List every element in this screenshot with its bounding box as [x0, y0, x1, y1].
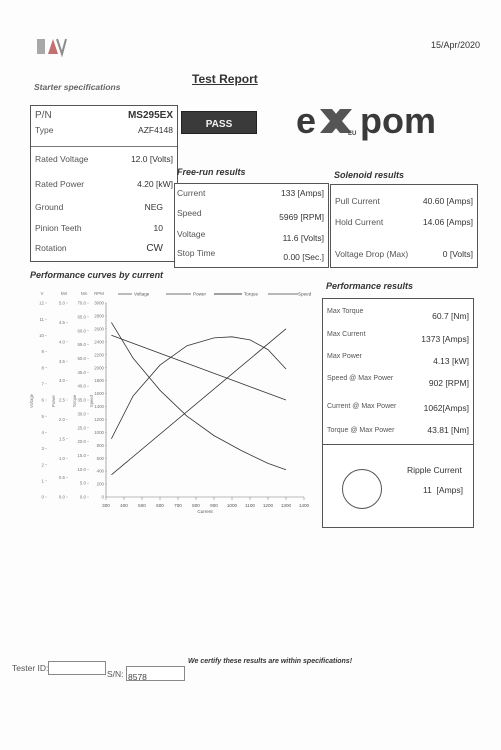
torque-tick-label: 40.0: [77, 383, 86, 389]
axis-name-torque: Torque: [72, 394, 77, 408]
speed-tick-label: 800: [96, 442, 104, 448]
x-tick-label: 700: [174, 503, 182, 508]
speed-tick-label: 0: [101, 494, 104, 500]
free-current-value: 133 [Amps]: [281, 188, 324, 198]
speed-tick-label: 1600: [94, 391, 104, 397]
solenoid-title: Solenoid results: [334, 170, 405, 180]
voltage-tick-label: 1: [41, 478, 44, 484]
torque-tick-label: 0.0: [79, 494, 86, 500]
stop-time-label: Stop Time: [177, 248, 216, 258]
power-tick-label: 3.0: [58, 378, 65, 384]
axis-name-voltage: Voltage: [29, 394, 34, 408]
solenoid-box: [330, 184, 478, 268]
free-speed-label: Speed: [177, 208, 202, 218]
svg-text:e: e: [296, 100, 317, 141]
pn-value: MS295EX: [127, 110, 173, 121]
voltage-tick-label: 6: [41, 397, 44, 403]
x-tick-label: 300: [102, 503, 110, 508]
legend-label-voltage: Voltage: [134, 291, 150, 297]
torque-tick-label: 60.0: [77, 328, 86, 334]
speed-at-max-power-value: 902 [RPM]: [428, 378, 469, 388]
legend-label-speed: Speed: [298, 291, 312, 297]
pass-badge: [181, 111, 257, 134]
free-run-title: Free-run results: [177, 167, 246, 177]
pull-current-label: Pull Current: [335, 196, 380, 206]
x-tick-label: 1400: [298, 503, 310, 508]
ripple-circle-indicator: [342, 469, 382, 509]
hold-current-value: 14.06 [Amps]: [422, 217, 473, 227]
voltage-tick-label: 4: [41, 429, 44, 435]
torque-tick-label: 20.0: [77, 439, 86, 445]
x-tick-label: 1300: [280, 503, 292, 508]
tester-id-label: Tester ID:: [12, 663, 49, 673]
speed-tick-label: 2000: [94, 365, 104, 371]
x-tick-label: 400: [120, 503, 128, 508]
x-tick-label: 800: [192, 503, 200, 508]
pass-badge-label: PASS: [205, 119, 233, 130]
max-current-value: 1373 [Amps]: [421, 334, 469, 344]
serial-number-value: 8578: [128, 672, 147, 682]
free-voltage-label: Voltage: [177, 229, 206, 239]
pull-current-value: 40.60 [Amps]: [422, 196, 473, 206]
torque-tick-label: 5.0: [79, 480, 86, 486]
certify-statement: We certify these results are within specifications!: [188, 658, 353, 665]
power-tick-label: 5.0: [58, 300, 65, 306]
speed-tick-label: 2400: [94, 339, 104, 345]
x-tick-label: 500: [138, 503, 146, 508]
speed-tick-label: 2200: [94, 352, 104, 358]
power-tick-label: 4.5: [58, 320, 65, 325]
voltage-tick-label: 7: [41, 381, 44, 387]
series-line-torque: [111, 329, 286, 475]
expom-logo: [296, 99, 456, 143]
voltage-drop-value: 0 [Volts]: [442, 249, 473, 259]
ripple-current-label: Ripple Current: [407, 465, 462, 475]
ripple-current-box: [322, 444, 474, 528]
axis-unit-nm: Nm: [80, 291, 88, 296]
power-tick-label: 1.5: [58, 436, 65, 442]
free-speed-value: 5969 [RPM]: [279, 212, 324, 222]
torque-tick-label: 25.0: [77, 425, 86, 431]
ripple-current-value: 11 [Amps]: [423, 485, 463, 495]
current-at-max-power-value: 1062[Amps]: [423, 403, 469, 413]
performance-results-box: [322, 298, 474, 445]
voltage-tick-label: 9: [41, 349, 44, 355]
power-tick-label: 0.5: [58, 475, 65, 481]
series-line-speed: [111, 322, 286, 469]
axis-unit-rpm: RPM: [94, 291, 104, 296]
voltage-tick-label: 2: [41, 462, 44, 468]
rotation-label: Rotation: [35, 243, 67, 253]
speed-tick-label: 600: [96, 455, 104, 461]
type-value: AZF4148: [138, 125, 173, 135]
speed-tick-label: 400: [96, 468, 104, 474]
torque-tick-label: 65.0: [77, 314, 86, 320]
voltage-tick-label: 0: [41, 494, 44, 500]
torque-tick-label: 15.0: [77, 453, 86, 459]
power-tick-label: 0.0: [58, 494, 65, 500]
legend-label-torque: Torque: [244, 291, 259, 297]
voltage-drop-label: Voltage Drop (Max): [335, 249, 409, 259]
speed-at-max-power-label: Speed @ Max Power: [327, 375, 394, 382]
torque-tick-label: 45.0: [77, 369, 86, 375]
voltage-tick-label: 3: [41, 446, 44, 452]
performance-results-title: Performance results: [326, 281, 414, 291]
voltage-tick-label: 5: [41, 413, 44, 419]
torque-tick-label: 50.0: [77, 356, 86, 362]
ground-label: Ground: [35, 202, 64, 212]
x-tick-label: 1200: [262, 503, 274, 508]
voltage-tick-label: 11: [39, 316, 44, 322]
rated-voltage-value: 12.0 [Volts]: [130, 154, 173, 164]
report-date: 15/Apr/2020: [431, 40, 481, 50]
voltage-tick-label: 10: [39, 332, 44, 338]
torque-at-max-power-value: 43.81 [Nm]: [427, 425, 469, 435]
max-current-label: Max Current: [327, 331, 366, 338]
pinion-teeth-value: 10: [153, 223, 163, 233]
expom-sub-label: EU: [348, 131, 357, 137]
torque-tick-label: 35.0: [77, 397, 86, 403]
power-tick-label: 4.0: [58, 339, 65, 345]
ground-value: NEG: [144, 202, 163, 212]
axis-name-speed: Speed: [89, 394, 94, 408]
hold-current-label: Hold Current: [335, 217, 384, 227]
speed-tick-label: 1800: [94, 378, 104, 384]
x-tick-label: 600: [156, 503, 164, 508]
power-tick-label: 1.0: [58, 455, 65, 461]
stop-time-value: 0.00 [Sec.]: [283, 252, 324, 262]
x-tick-label: 1000: [226, 503, 238, 508]
max-power-label: Max Power: [327, 353, 363, 360]
svg-text:pom: pom: [360, 100, 436, 141]
power-tick-label: 3.5: [58, 358, 65, 364]
max-power-value: 4.13 [kW]: [433, 356, 469, 366]
torque-tick-label: 10.0: [77, 466, 86, 472]
pinion-teeth-label: Pinion Teeth: [35, 223, 82, 233]
voltage-tick-label: 8: [41, 365, 44, 371]
starter-specs-box: [30, 105, 178, 262]
serial-number-label: S/N:: [107, 669, 124, 679]
series-line-power: [111, 337, 286, 439]
tester-id-field[interactable]: [48, 661, 106, 675]
x-axis-label: Current: [197, 509, 213, 514]
axis-unit-kw: kW: [60, 291, 68, 296]
free-voltage-value: 11.6 [Volts]: [282, 233, 324, 243]
legend-label-power: Power: [193, 291, 207, 297]
rated-power-label: Rated Power: [35, 179, 85, 189]
torque-tick-label: 30.0: [77, 411, 86, 417]
performance-curves-title: Performance curves by current: [30, 270, 164, 280]
performance-chart: [28, 283, 320, 523]
rated-voltage-label: Rated Voltage: [35, 154, 89, 164]
voltage-tick-label: 12: [39, 300, 44, 306]
speed-tick-label: 3000: [94, 300, 104, 306]
x-tick-label: 1100: [245, 503, 255, 508]
speed-tick-label: 1200: [94, 417, 104, 422]
max-torque-label: Max Torque: [327, 308, 364, 315]
x-tick-label: 900: [210, 503, 218, 508]
type-label: Type: [35, 125, 54, 135]
speed-tick-label: 200: [96, 481, 104, 487]
speed-tick-label: 2600: [94, 326, 104, 332]
current-at-max-power-label: Current @ Max Power: [327, 403, 397, 410]
pn-label: P/N: [35, 110, 52, 121]
speed-tick-label: 2800: [94, 313, 104, 319]
max-torque-value: 60.7 [Nm]: [432, 311, 469, 321]
serial-number-field[interactable]: [126, 666, 185, 681]
speed-tick-label: 1400: [94, 404, 104, 410]
report-title: Test Report: [192, 72, 258, 86]
power-tick-label: 2.0: [58, 417, 65, 422]
torque-tick-label: 55.0: [77, 342, 86, 348]
axis-name-power: Power: [51, 395, 56, 407]
dav-logo: [35, 36, 67, 58]
free-current-label: Current: [177, 188, 206, 198]
free-run-box: [174, 183, 329, 268]
speed-tick-label: 1000: [94, 429, 104, 435]
torque-at-max-power-label: Torque @ Max Power: [327, 427, 395, 434]
rotation-value: CW: [146, 243, 163, 254]
rated-power-value: 4.20 [kW]: [137, 179, 173, 189]
torque-tick-label: 70.0: [77, 300, 86, 306]
starter-section-title: Starter specifications: [34, 82, 121, 92]
axis-unit-v: V: [40, 291, 44, 296]
power-tick-label: 2.5: [58, 397, 65, 403]
